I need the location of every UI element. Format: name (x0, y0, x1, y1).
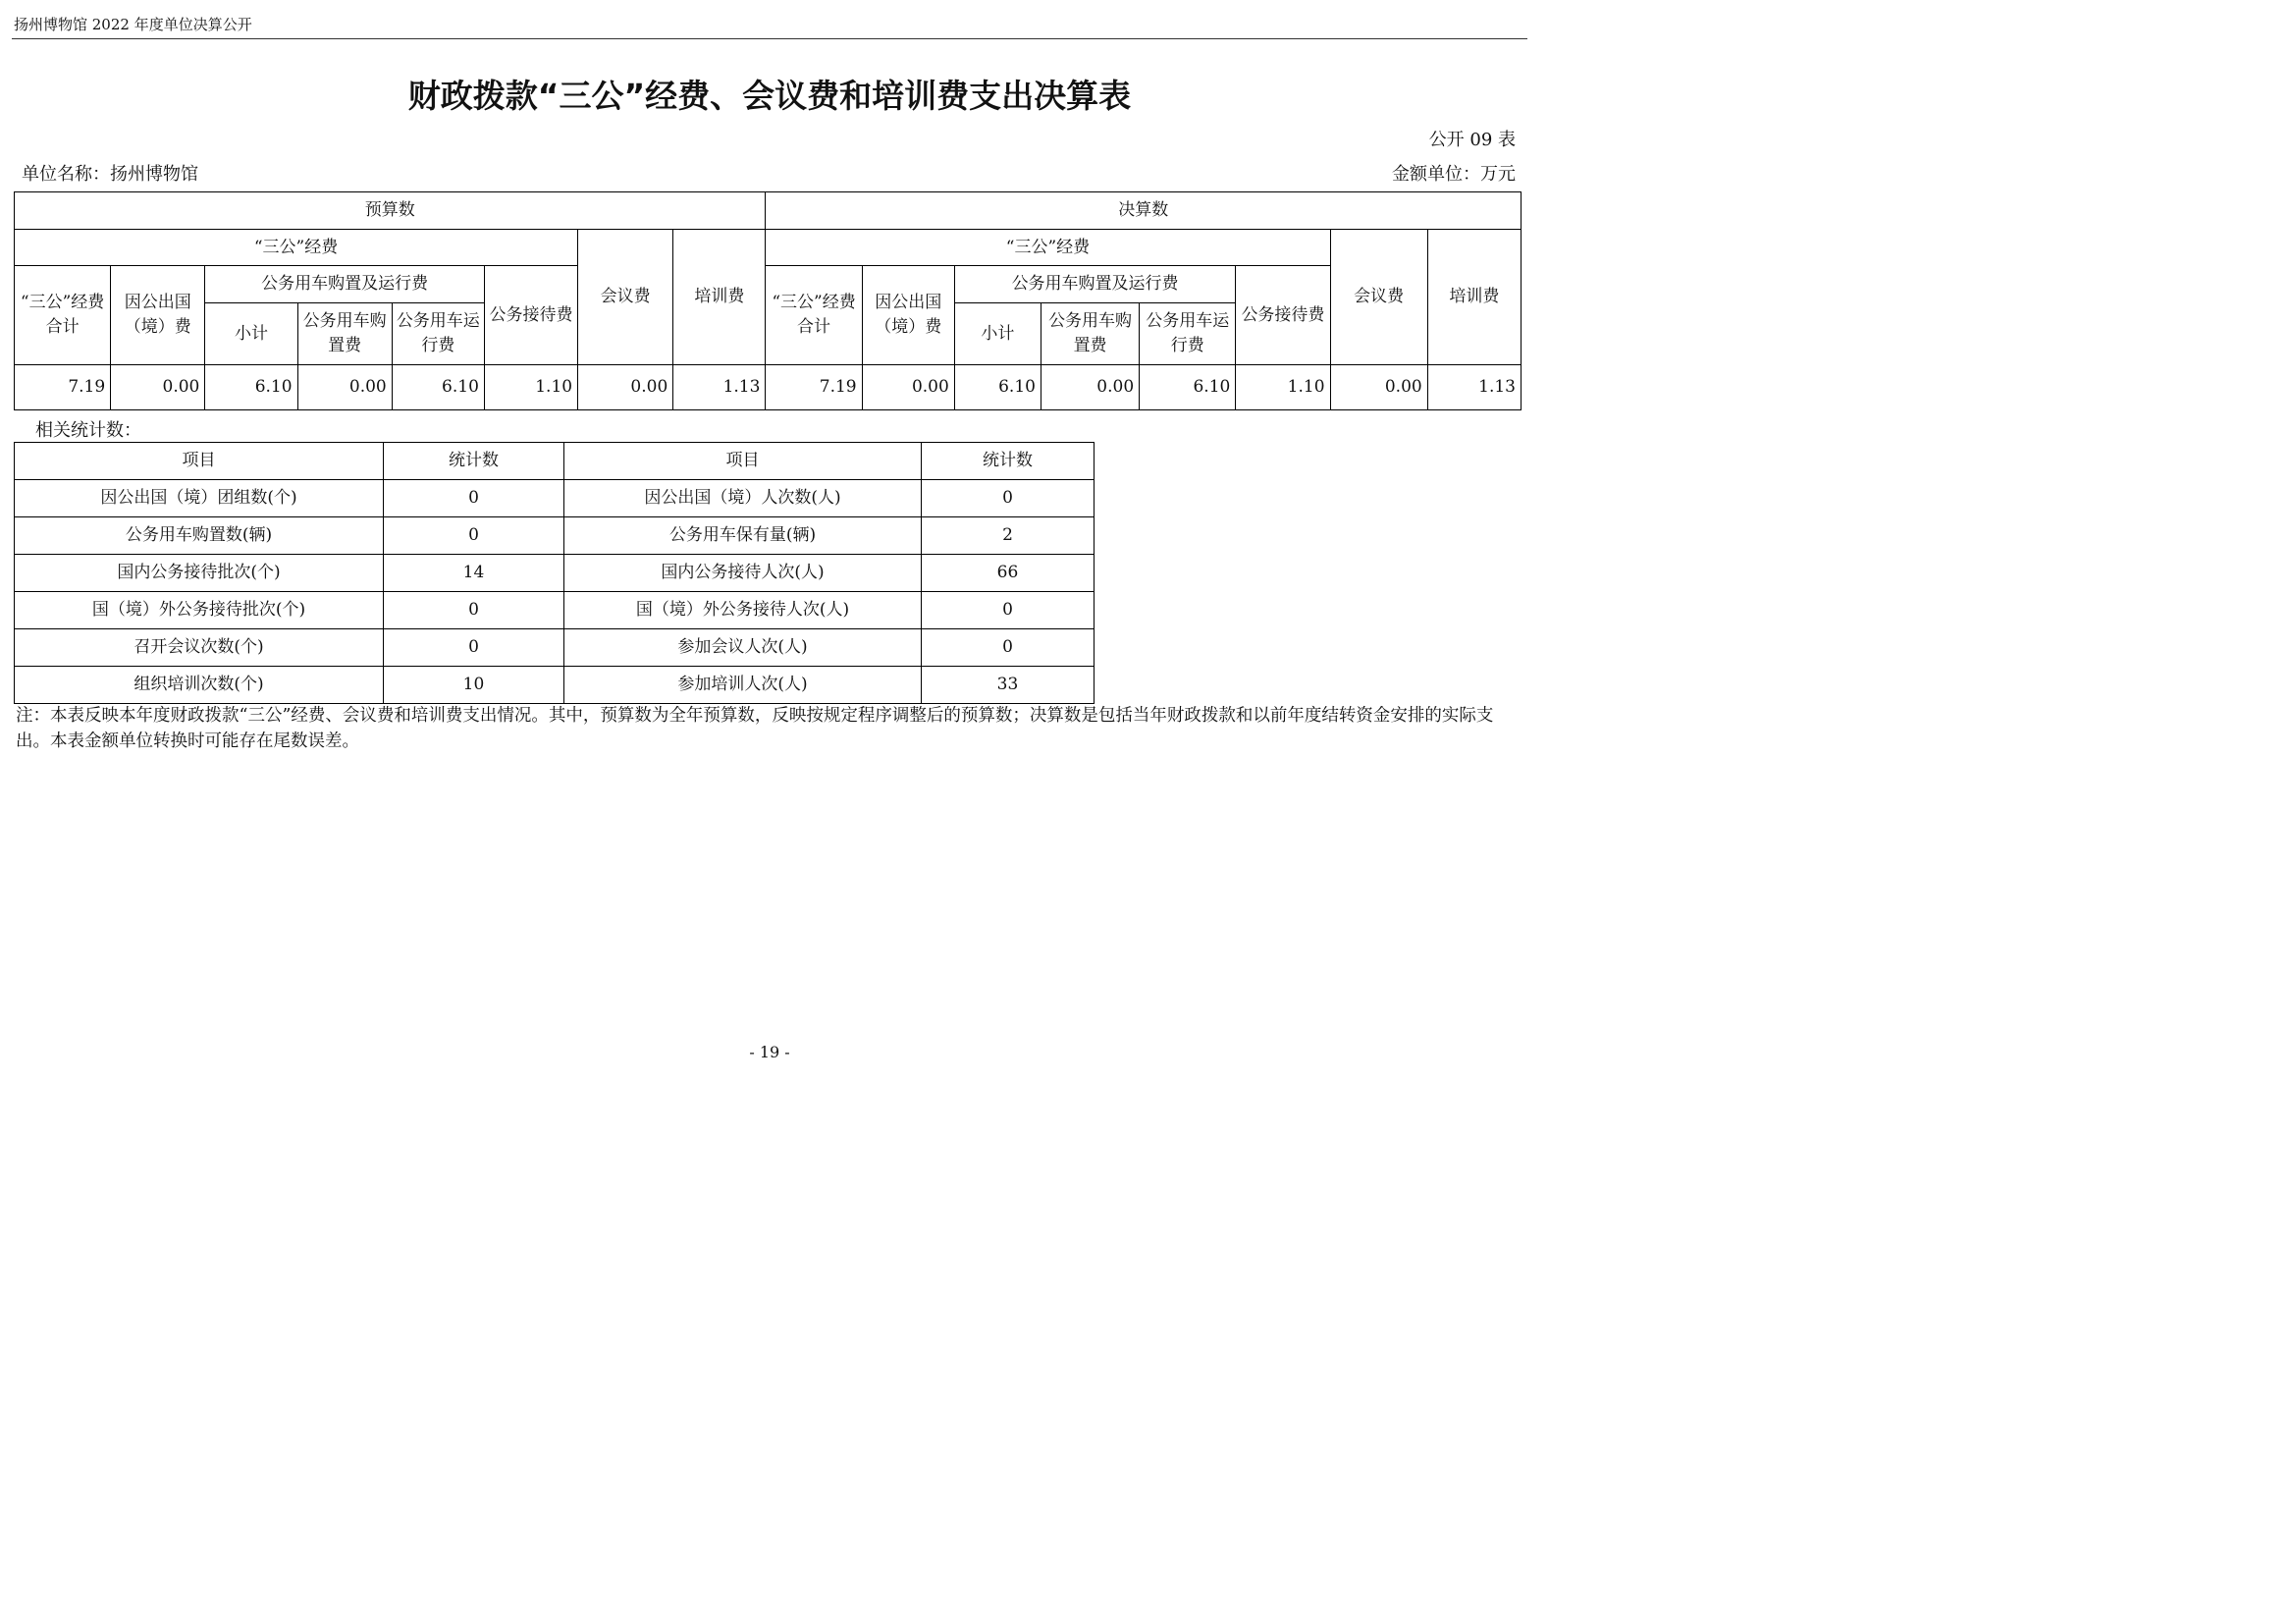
budget-vehicle-header: 公务用车购置及运行费 (205, 266, 485, 303)
stats-item: 参加会议人次(人) (564, 629, 922, 667)
final-value: 0.00 (862, 365, 954, 410)
final-value: 0.00 (1330, 365, 1427, 410)
stats-header: 项目 (15, 443, 384, 480)
stats-item: 国内公务接待批次(个) (15, 555, 384, 592)
budget-vehicle-operation-header: 公务用车运行费 (392, 303, 484, 365)
footnote: 注：本表反映本年度财政拨款“三公”经费、会议费和培训费支出情况。其中，预算数为全年预算数，反映按规定程序调整后的预算数；决算数是包括当年财政拨款和以前年度结转资金安排的实际支出。本表金额单位转换时可能存在尾数误差。 (16, 706, 1494, 751)
final-vehicle-header: 公务用车购置及运行费 (954, 266, 1236, 303)
stats-count: 33 (922, 667, 1095, 704)
values-row (15, 365, 1522, 410)
budget-value: 1.10 (484, 365, 577, 410)
stats-row (15, 517, 1095, 555)
stats-item: 国（境）外公务接待批次(个) (15, 592, 384, 629)
budget-training-header: 培训费 (673, 230, 766, 365)
budget-value: 0.00 (297, 365, 392, 410)
stats-item: 国内公务接待人次(人) (564, 555, 922, 592)
page-number: - 19 - (749, 1043, 790, 1061)
final-three-public-header: “三公”经费 (766, 230, 1330, 266)
stats-item: 因公出国（境）团组数(个) (15, 480, 384, 517)
final-value: 7.19 (766, 365, 862, 410)
expenditure-table (14, 191, 1522, 410)
final-reception-header: 公务接待费 (1236, 266, 1330, 365)
budget-total-header: “三公”经费合计 (15, 266, 111, 365)
final-meeting-header: 会议费 (1330, 230, 1427, 365)
budget-value: 0.00 (111, 365, 205, 410)
budget-reception-header: 公务接待费 (484, 266, 577, 365)
stats-count: 0 (384, 517, 564, 555)
stats-row (15, 592, 1095, 629)
stats-header: 统计数 (384, 443, 564, 480)
final-header: 决算数 (766, 192, 1522, 230)
budget-abroad-header: 因公出国（境）费 (111, 266, 205, 365)
final-total-header: “三公”经费合计 (766, 266, 862, 365)
stats-item: 因公出国（境）人次数(人) (564, 480, 922, 517)
stats-row (15, 667, 1095, 704)
table-number: 公开 09 表 (1428, 130, 1516, 150)
final-training-header: 培训费 (1427, 230, 1521, 365)
stats-count: 66 (922, 555, 1095, 592)
stats-header-row (15, 443, 1095, 480)
budget-value: 1.13 (673, 365, 766, 410)
stats-count: 2 (922, 517, 1095, 555)
budget-value: 0.00 (578, 365, 673, 410)
stats-header: 项目 (564, 443, 922, 480)
unit-name: 单位名称：扬州博物馆 (22, 164, 198, 185)
budget-value: 6.10 (392, 365, 484, 410)
final-value: 1.10 (1236, 365, 1330, 410)
stats-item: 组织培训次数(个) (15, 667, 384, 704)
stats-count: 0 (922, 592, 1095, 629)
final-value: 1.13 (1427, 365, 1521, 410)
stats-item: 召开会议次数(个) (15, 629, 384, 667)
stats-count: 0 (922, 629, 1095, 667)
final-value: 6.10 (954, 365, 1041, 410)
stats-row (15, 629, 1095, 667)
stats-label: 相关统计数： (35, 420, 141, 441)
stats-item: 国（境）外公务接待人次(人) (564, 592, 922, 629)
final-value: 6.10 (1140, 365, 1236, 410)
final-abroad-header: 因公出国（境）费 (862, 266, 954, 365)
final-value: 0.00 (1041, 365, 1139, 410)
budget-header: 预算数 (15, 192, 766, 230)
stats-count: 0 (384, 629, 564, 667)
stats-count: 0 (384, 592, 564, 629)
page-title: 财政拨款“三公”经费、会议费和培训费支出决算表 (407, 77, 1132, 115)
budget-subtotal-header: 小计 (205, 303, 297, 365)
stats-item: 公务用车保有量(辆) (564, 517, 922, 555)
final-vehicle-operation-header: 公务用车运行费 (1140, 303, 1236, 365)
stats-row (15, 555, 1095, 592)
final-subtotal-header: 小计 (954, 303, 1041, 365)
budget-value: 7.19 (15, 365, 111, 410)
budget-vehicle-purchase-header: 公务用车购置费 (297, 303, 392, 365)
budget-three-public-header: “三公”经费 (15, 230, 578, 266)
stats-count: 0 (384, 480, 564, 517)
stats-count: 0 (922, 480, 1095, 517)
stats-item: 公务用车购置数(辆) (15, 517, 384, 555)
budget-meeting-header: 会议费 (578, 230, 673, 365)
stats-item: 参加培训人次(人) (564, 667, 922, 704)
final-vehicle-purchase-header: 公务用车购置费 (1041, 303, 1139, 365)
stats-header: 统计数 (922, 443, 1095, 480)
amount-unit: 金额单位：万元 (1392, 164, 1516, 185)
budget-value: 6.10 (205, 365, 297, 410)
header-rule (12, 38, 1527, 39)
stats-count: 10 (384, 667, 564, 704)
stats-count: 14 (384, 555, 564, 592)
stats-table (14, 442, 1095, 704)
page-header: 扬州博物馆 2022 年度单位决算公开 (14, 16, 252, 33)
stats-row (15, 480, 1095, 517)
